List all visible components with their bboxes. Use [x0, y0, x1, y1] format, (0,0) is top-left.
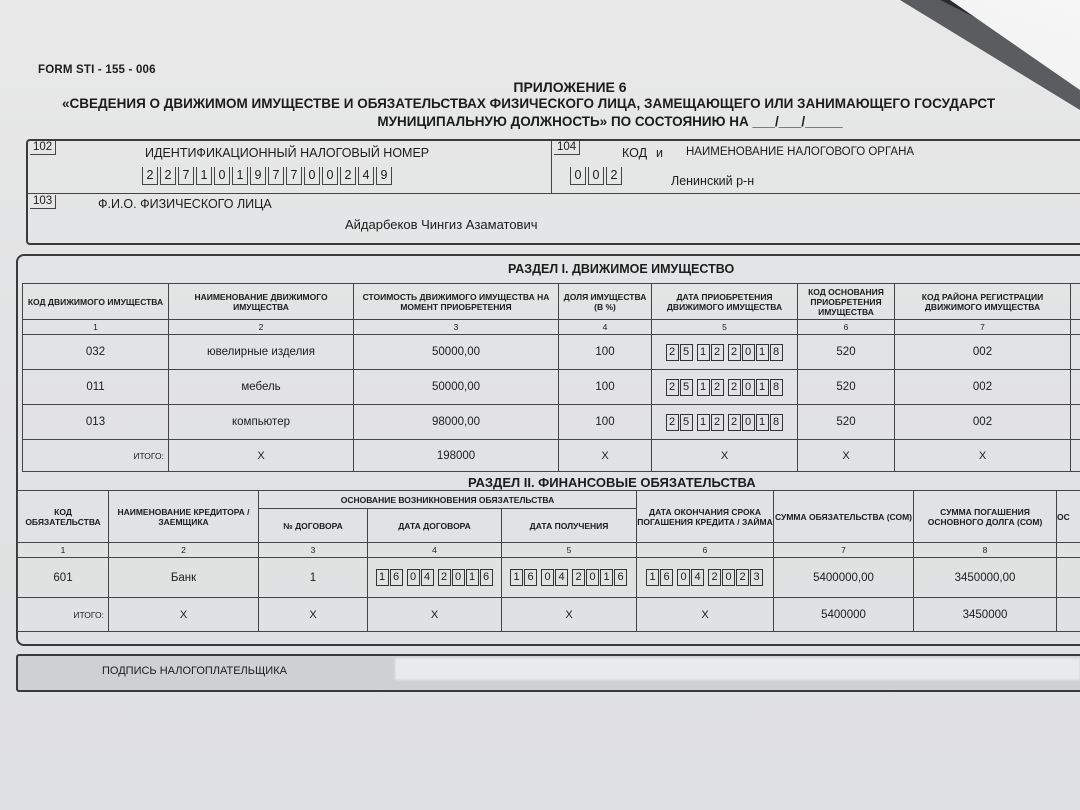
total-amount: 5400000: [774, 598, 914, 632]
contract-date: [368, 558, 502, 598]
date-digit-cell: 0: [742, 379, 755, 396]
date-digit-cell: 4: [555, 569, 568, 586]
header-creditor: НАИМЕНОВАНИЕ КРЕДИТОРА / ЗАЕМЩИКА: [109, 491, 259, 543]
header-property-share: ДОЛЯ ИМУЩЕСТВА (В %): [559, 284, 652, 320]
financial-obligations-table: [17, 490, 1080, 632]
digit-cell: 2: [340, 167, 356, 185]
fio-value: Айдарбеков Чингиз Азаматович: [345, 217, 538, 232]
date-digit-cell: 6: [524, 569, 537, 586]
field-102-tag: 102: [30, 141, 56, 155]
digit-cell: 0: [570, 167, 586, 185]
column-index: 6: [798, 320, 895, 335]
property-share: 100: [559, 335, 652, 370]
total-contract-date: X: [368, 598, 502, 632]
acquisition-basis: 520: [798, 370, 895, 405]
property-share: 100: [559, 405, 652, 440]
date-digit-cell: 5: [680, 414, 693, 431]
digit-cell: 7: [178, 167, 194, 185]
date-digit-cell: 5: [680, 344, 693, 361]
signature-field[interactable]: [395, 658, 1080, 680]
date-digit-cell: 0: [742, 344, 755, 361]
field-104-tag: 104: [554, 141, 580, 155]
acquisition-date: [652, 370, 798, 405]
date-digit-cell: 2: [711, 344, 724, 361]
property-name: компьютер: [169, 405, 354, 440]
signature-label: ПОДПИСЬ НАЛОГОПЛАТЕЛЬЩИКА: [102, 665, 287, 677]
digit-cell: 7: [286, 167, 302, 185]
end-date: [637, 558, 774, 598]
date-digit-cell: 1: [697, 414, 710, 431]
date-digit-cell: 2: [666, 344, 679, 361]
date-digit-cell: 2: [728, 344, 741, 361]
digit-cell: 0: [214, 167, 230, 185]
total-label: ИТОГО:: [18, 598, 109, 632]
date-digit-cell: 2: [666, 414, 679, 431]
property-code: 011: [23, 370, 169, 405]
and-label: и: [656, 146, 663, 160]
column-index: 2: [109, 543, 259, 558]
property-share: 100: [559, 370, 652, 405]
date-digit-cell: 1: [697, 344, 710, 361]
total-name: X: [169, 440, 354, 472]
repaid-amount: 3450000,00: [914, 558, 1057, 598]
header-vertical-divider: [551, 141, 552, 193]
date-digit-cell: 2: [572, 569, 585, 586]
date-digit-cell: 2: [666, 379, 679, 396]
total-share: X: [559, 440, 652, 472]
column-index: 4: [368, 543, 502, 558]
table-row: [23, 335, 1080, 370]
date-digit-cell: 0: [586, 569, 599, 586]
header-obligation-code: КОД ОБЯЗАТЕЛЬСТВА: [18, 491, 109, 543]
date-digit-cell: 0: [677, 569, 690, 586]
tax-office-name-label: НАИМЕНОВАНИЕ НАЛОГОВОГО ОРГАНА: [686, 146, 915, 158]
inn-digits: [142, 167, 394, 185]
date-digit-cell: 2: [711, 379, 724, 396]
acquisition-date: [652, 335, 798, 370]
property-cost: 50000,00: [354, 370, 559, 405]
header-repaid: СУММА ПОГАШЕНИЯ ОСНОВНОГО ДОЛГА (СОМ): [914, 491, 1057, 543]
registration-region: 002: [895, 370, 1071, 405]
date-digit-cell: 0: [722, 569, 735, 586]
column-index: 7: [774, 543, 914, 558]
section-2-title: РАЗДЕЛ II. ФИНАНСОВЫЕ ОБЯЗАТЕЛЬСТВА: [468, 475, 756, 490]
creditor-name: Банк: [109, 558, 259, 598]
date-digit-cell: 6: [480, 569, 493, 586]
tax-code-label: КОД: [622, 146, 648, 160]
date-digit-cell: 2: [736, 569, 749, 586]
date-digit-cell: 6: [390, 569, 403, 586]
acquisition-basis: 520: [798, 405, 895, 440]
movable-property-table: [22, 283, 1080, 472]
header-amount: СУММА ОБЯЗАТЕЛЬСТВА (СОМ): [774, 491, 914, 543]
date-digit-cell: 0: [541, 569, 554, 586]
header-acquisition-date: ДАТА ПРИОБРЕТЕНИЯ ДВИЖИМОГО ИМУЩЕСТВА: [652, 284, 798, 320]
date-digit-cell: 1: [756, 344, 769, 361]
inn-label: ИДЕНТИФИКАЦИОННЫЙ НАЛОГОВЫЙ НОМЕР: [145, 146, 430, 160]
date-digit-cell: 2: [728, 379, 741, 396]
column-index: 5: [502, 543, 637, 558]
fio-label: Ф.И.О. ФИЗИЧЕСКОГО ЛИЦА: [98, 197, 272, 211]
digit-cell: 0: [322, 167, 338, 185]
column-index: 7: [895, 320, 1071, 335]
date-digit-cell: 4: [421, 569, 434, 586]
date-digit-cell: 8: [770, 379, 783, 396]
digit-cell: 2: [142, 167, 158, 185]
date-digit-cell: 1: [646, 569, 659, 586]
column-index: 4: [559, 320, 652, 335]
date-digit-cell: 1: [376, 569, 389, 586]
header-end-date: ДАТА ОКОНЧАНИЯ СРОКА ПОГАШЕНИЯ КРЕДИТА / ЗАЙМА: [637, 491, 774, 543]
date-digit-cell: 1: [756, 379, 769, 396]
total-end-date: X: [637, 598, 774, 632]
total-row: [23, 440, 1080, 472]
date-digit-cell: 1: [756, 414, 769, 431]
date-digit-cell: 0: [742, 414, 755, 431]
header-divider: [28, 193, 1080, 194]
column-index: 3: [259, 543, 368, 558]
date-digit-cell: 6: [614, 569, 627, 586]
date-digit-cell: 1: [510, 569, 523, 586]
date-digit-cell: 8: [770, 414, 783, 431]
column-index: 2: [169, 320, 354, 335]
date-digit-cell: 5: [680, 379, 693, 396]
tax-office-code: [570, 167, 624, 185]
date-digit-cell: 8: [770, 344, 783, 361]
digit-cell: 2: [160, 167, 176, 185]
total-receipt-date: X: [502, 598, 637, 632]
header-receipt-date: ДАТА ПОЛУЧЕНИЯ: [502, 509, 637, 543]
date-digit-cell: 4: [691, 569, 704, 586]
table-row: [18, 558, 1080, 598]
header-cut-off: ОС: [1057, 491, 1080, 543]
header-property-name: НАИМЕНОВАНИЕ ДВИЖИМОГО ИМУЩЕСТВА: [169, 284, 354, 320]
total-date: X: [652, 440, 798, 472]
table-row: [23, 405, 1080, 440]
header-property-code: КОД ДВИЖИМОГО ИМУЩЕСТВА: [23, 284, 169, 320]
acquisition-basis: 520: [798, 335, 895, 370]
section-1-title: РАЗДЕЛ I. ДВИЖИМОЕ ИМУЩЕСТВО: [508, 262, 735, 276]
form-code: FORM STI - 155 - 006: [38, 64, 156, 76]
header-obligation-basis: ОСНОВАНИЕ ВОЗНИКНОВЕНИЯ ОБЯЗАТЕЛЬСТВА: [259, 491, 637, 509]
column-index: 1: [18, 543, 109, 558]
date-digit-cell: 1: [600, 569, 613, 586]
obligation-code: 601: [18, 558, 109, 598]
date-digit-cell: 6: [660, 569, 673, 586]
receipt-date: [502, 558, 637, 598]
total-repaid: 3450000: [914, 598, 1057, 632]
obligation-amount: 5400000,00: [774, 558, 914, 598]
total-region: X: [895, 440, 1071, 472]
property-code: 032: [23, 335, 169, 370]
digit-cell: 0: [304, 167, 320, 185]
total-creditor: X: [109, 598, 259, 632]
digit-cell: 0: [588, 167, 604, 185]
cut-off-column: [1071, 284, 1080, 320]
digit-cell: 9: [250, 167, 266, 185]
acquisition-date: [652, 405, 798, 440]
property-cost: 50000,00: [354, 335, 559, 370]
header-contract-date: ДАТА ДОГОВОРА: [368, 509, 502, 543]
column-index: 8: [914, 543, 1057, 558]
header-property-cost: СТОИМОСТЬ ДВИЖИМОГО ИМУЩЕСТВА НА МОМЕНТ ПРИОБРЕТЕНИЯ: [354, 284, 559, 320]
date-digit-cell: 1: [466, 569, 479, 586]
total-basis: X: [798, 440, 895, 472]
header-acquisition-basis: КОД ОСНОВАНИЯ ПРИОБРЕТЕНИЯ ИМУЩЕСТВА: [798, 284, 895, 320]
date-digit-cell: 1: [697, 379, 710, 396]
date-digit-cell: 2: [728, 414, 741, 431]
registration-region: 002: [895, 405, 1071, 440]
column-index: 3: [354, 320, 559, 335]
property-cost: 98000,00: [354, 405, 559, 440]
document-title: «СВЕДЕНИЯ О ДВИЖИМОМ ИМУЩЕСТВЕ И ОБЯЗАТЕЛЬСТВАХ ФИЗИЧЕСКОГО ЛИЦА, ЗАМЕЩАЮЩЕГО ИЛИ ЗАНИМАЮЩЕГО ГОСУДАРСТ: [62, 96, 996, 111]
digit-cell: 1: [196, 167, 212, 185]
table-row: [23, 370, 1080, 405]
column-index: 1: [23, 320, 169, 335]
field-103-tag: 103: [30, 195, 56, 209]
date-digit-cell: 2: [438, 569, 451, 586]
document-title-continued: МУНИЦИПАЛЬНУЮ ДОЛЖНОСТЬ» ПО СОСТОЯНИЮ НА ___/___/_____: [377, 114, 843, 129]
registration-region: 002: [895, 335, 1071, 370]
column-index: 5: [652, 320, 798, 335]
appendix-title: ПРИЛОЖЕНИЕ 6: [513, 79, 627, 95]
digit-cell: 2: [606, 167, 622, 185]
digit-cell: 4: [358, 167, 374, 185]
property-name: мебель: [169, 370, 354, 405]
total-row: [18, 598, 1080, 632]
header-registration-region: КОД РАЙОНА РЕГИСТРАЦИИ ДВИЖИМОГО ИМУЩЕСТВА: [895, 284, 1071, 320]
date-digit-cell: 2: [708, 569, 721, 586]
total-contract-no: X: [259, 598, 368, 632]
digit-cell: 9: [376, 167, 392, 185]
tax-office-name: Ленинский р-н: [671, 174, 755, 188]
digit-cell: 7: [268, 167, 284, 185]
total-cost: 198000: [354, 440, 559, 472]
date-digit-cell: 0: [452, 569, 465, 586]
date-digit-cell: 3: [750, 569, 763, 586]
header-contract-no: № ДОГОВОРА: [259, 509, 368, 543]
property-name: ювелирные изделия: [169, 335, 354, 370]
digit-cell: 1: [232, 167, 248, 185]
date-digit-cell: 2: [711, 414, 724, 431]
property-code: 013: [23, 405, 169, 440]
column-index: 6: [637, 543, 774, 558]
date-digit-cell: 0: [407, 569, 420, 586]
contract-no: 1: [259, 558, 368, 598]
total-label: ИТОГО:: [23, 440, 169, 472]
